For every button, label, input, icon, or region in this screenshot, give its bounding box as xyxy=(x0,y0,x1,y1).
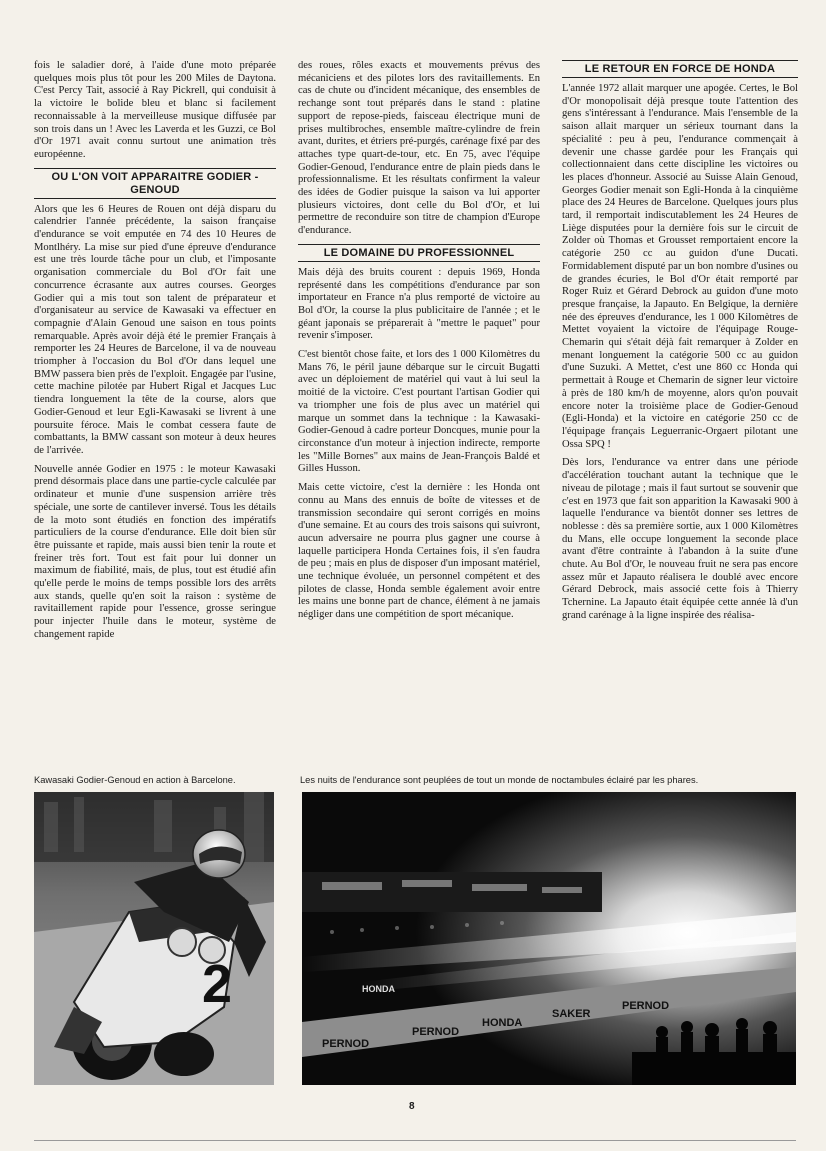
paragraph: des roues, rôles exacts et mouvements prévus des mécaniciens et des pilotes lors des ravitaillements. En cas de chute ou d'incident mécanique, des ensembles de rechange sont tout préparés dans le stand : platine support de repose-pieds, faisceau électrique muni de prises multibroches, ensemble maître-cylindre de frein avant, durites, et étriers pré-purgés, carénage fixé par des attaches type quart-de-tour, etc. En 75, avec l'équipe Godier-Genoud, l'endurance entre de plain pieds dans le professionnalisme. Et les résultats confirment la valeur des idées de Godier puisque la saison va lui apporter plusieurs victoires, dont celle du Bol d'Or, et lui permettre de reconduire son titre de champion d'Europe d'endurance. xyxy=(298,60,540,237)
text-column-1 xyxy=(34,60,276,648)
photo-night-race xyxy=(302,792,796,1085)
paragraph: Nouvelle année Godier en 1975 : le moteur Kawasaki prend désormais place dans une partie-cycle calculée par ordinateur et munie d'une suspension arrière très spéciale, une sorte de cantilever inversé. Tous les détails de la moto sont étudiés en fonction des impératifs particuliers de la course d'endurance. Elle doit bien sûr être puissante et rapide, mais aussi bien tenir la route et freiner très fort. Tout est fait pour lui donner un maximum de fiabilité, mais, de plus, tout est étudié afin qu'elle perde le moins de temps possible lors des arrêts aux stands, quelle qu'en soit la raison : système de ravitaillement rapide pour l'essence, grosse seringue pour injecter l'huile dans le moteur, système de changement rapide xyxy=(34,463,276,640)
sign-text: HONDA xyxy=(362,984,395,994)
race-number: 2 xyxy=(202,954,233,1014)
paragraph: Mais déjà des bruits courent : depuis 1969, Honda représenté dans les compétitions d'endurance par son importateur en France n'a plus remporté de victoire au Bol d'Or, la course la plus publicitaire de l'année ; et le géant japonais se préparerait à "mettre le paquet" pour revenir s'imposer. xyxy=(298,266,540,342)
photo-motorcycle-racer xyxy=(34,792,274,1085)
paragraph: Dès lors, l'endurance va entrer dans une période d'accélération touchant autant la technique que le niveau de pilotage ; mais il faut surtout se souvenir que c'est en 1973 que fait son apparition la Kawasaki 900 à laquelle l'endurance va bientôt donner ses lettres de noblesse : dès sa première sortie, aux 1 000 Kilomètres du Mans, elle occupe longuement la seconde place avant d'être contrainte à l'abandon à la suite d'une chute. Au Bol d'Or, le nouveau fruit ne sera pas encore assez mûr et Japauto réalisera le doublé avec encore Gérard Debrock, mais associé cette fois à Thierry Tchernine. La Japauto était équipée cette année là d'un grand carénage à la ligne inspirée des réalisa- xyxy=(562,457,798,621)
photo-caption-left: Kawasaki Godier-Genoud en action à Barcelone. xyxy=(34,775,236,785)
sign-text: PERNOD xyxy=(412,1026,460,1038)
sign-text: SAKER xyxy=(552,1008,591,1020)
section-heading: OU L'ON VOIT APPARAITRE GODIER - GENOUD xyxy=(34,168,276,199)
page-bottom-rule xyxy=(34,1140,796,1141)
paragraph: L'année 1972 allait marquer une apogée. Certes, le Bol d'Or monopolisait déjà presque toute l'attention des gens s'intéressant à l'endurance. Mais l'ensemble de la saison allait marquer un sérieux tournant dans la spécialité : peu à peu, l'endurance commençait à devenir une chasse gardée pour les Français qui collectionnaient dans cette discipline les victoires ou les places d'honneur. Associé au Suisse Alain Genoud, Georges Godier menait son Egli-Honda à la cinquième place des 24 Heures de Barcelone. Quelques jours plus tard, il remportait indiscutablement les 24 Heures de Liège disputées pour la dernière fois sur le circuit de Zolder où Thomas et Grousset remportaient encore la catégorie 250 cc au guidon d'une Ducati. Formidablement disputé par un bon nombre d'usines ou de grandes écuries, le Bol d'Or était remporté par Roger Ruiz et Gérard Debrock au guidon d'une moto presque française, la Japauto. En Belgique, la dernière née des épreuves d'endurance, les 1 000 Kilomètres de Mettet voyaient la victoire de l'équipage Rouge-Chemarin qui s'était déjà fait remarquer à Zolder en menant longuement la catégorie 500 cc au guidon d'une Suzuki. A Mettet, c'est une 860 cc Honda qui permettait à Rouge et Chemarin de signer leur victoire à près de 180 km/h de moyenne, alors qu'on pouvait encore noter la troisième place de Godier-Genoud (Egli-Honda) et la victoire en catégorie 250 cc de l'équipage français Leguerranic-Orgaert pilotant une Ossa SPQ ! xyxy=(562,83,798,450)
section-heading: LE DOMAINE DU PROFESSIONNEL xyxy=(298,244,540,262)
sign-text: PERNOD xyxy=(322,1038,370,1050)
text-column-2 xyxy=(298,60,540,628)
sign-text: PERNOD xyxy=(622,1000,670,1012)
paragraph: Alors que les 6 Heures de Rouen ont déjà disparu du calendrier l'année précédente, la saison française d'endurance se voit emputée en 74 des 10 Heures de Montlhéry. La mise sur pied d'une épreuve d'endurance est une très lourde tâche pour un club, et l'imposante organisation commerciale du Bol d'Or fait une concurrence écrasante aux autres courses. Georges Godier qui a mis tout son talent de préparateur et d'organisateur au service de Kawasaki va effectuer en compagnie d'Alain Genoud une saison en tous points remarquable. Après avoir déjà été le premier Français à remporter les 24 Heures de Barcelone, il va de nouveau triompher à l'occasion du Bol d'Or dans lequel une BMW passera bien près de l'exploit. Engagée par l'usine, cette machine pilotée par Hubert Rigal et Jacques Luc tiendra longuement la tête de la course, alors que Godier-Genoud et leur Egli-Kawasaki se livrent à une poursuite féroce. Mais le combat cessera faute de combattants, la BMW cassant son moteur à deux heures de l'arrivée. xyxy=(34,203,276,456)
page-number: 8 xyxy=(409,1101,415,1112)
paragraph: C'est bientôt chose faite, et lors des 1 000 Kilomètres du Mans 76, le péril jaune débarque sur le circuit Bugatti avec un déploiement de matériel qui vaut à lui seul la moitié de la victoire. C'est pourtant l'artisan Godier qui va triompher une fois de plus avec un matériel qui marque un sommet dans la technique : la Kawasaki-Godier-Genoud à cadre porteur Doncques, munie pour la circonstance d'un moteur à injection indirecte, remporte les "Mille Bornes" aux mains de Jean-François Baldé et Gilles Husson. xyxy=(298,349,540,475)
photo-caption-right: Les nuits de l'endurance sont peuplées de tout un monde de noctambules éclairé par les phares. xyxy=(300,775,699,785)
sign-text: HONDA xyxy=(482,1017,523,1029)
text-column-3 xyxy=(562,60,798,629)
paragraph: Mais cette victoire, c'est la dernière : les Honda ont connu au Mans des ennuis de boîte de vitesses et de transmission secondaire qui seront corrigés en moins d'une semaine. Et au cours des trois saisons qui suivront, aucun adversaire ne pourra plus gagner une course à laquelle participera Honda Certaines fois, il s'en faudra de peu ; mais en plus de disposer d'un imposant matériel, une technique évoluée, un personnel compétent et des pilotes de classe, Honda semble également avoir entre les mains une bonne part de chance, élément à ne jamais négliger dans une compétition de sport mécanique. xyxy=(298,482,540,621)
paragraph: fois le saladier doré, à l'aide d'une moto préparée quelques mois plus tôt pour les 200 Miles de Daytona. C'est Percy Tait, associé à Ray Pickrell, qui conduisit à la victoire le bolide bleu et blanc si facilement reconnaissable à la merveilleuse musique diffusée par son trois dans un ! Avec les Laverda et les Guzzi, ce Bol d'Or 1971 avait connu surtout une animation très européenne. xyxy=(34,60,276,160)
section-heading: LE RETOUR EN FORCE DE HONDA xyxy=(562,60,798,78)
